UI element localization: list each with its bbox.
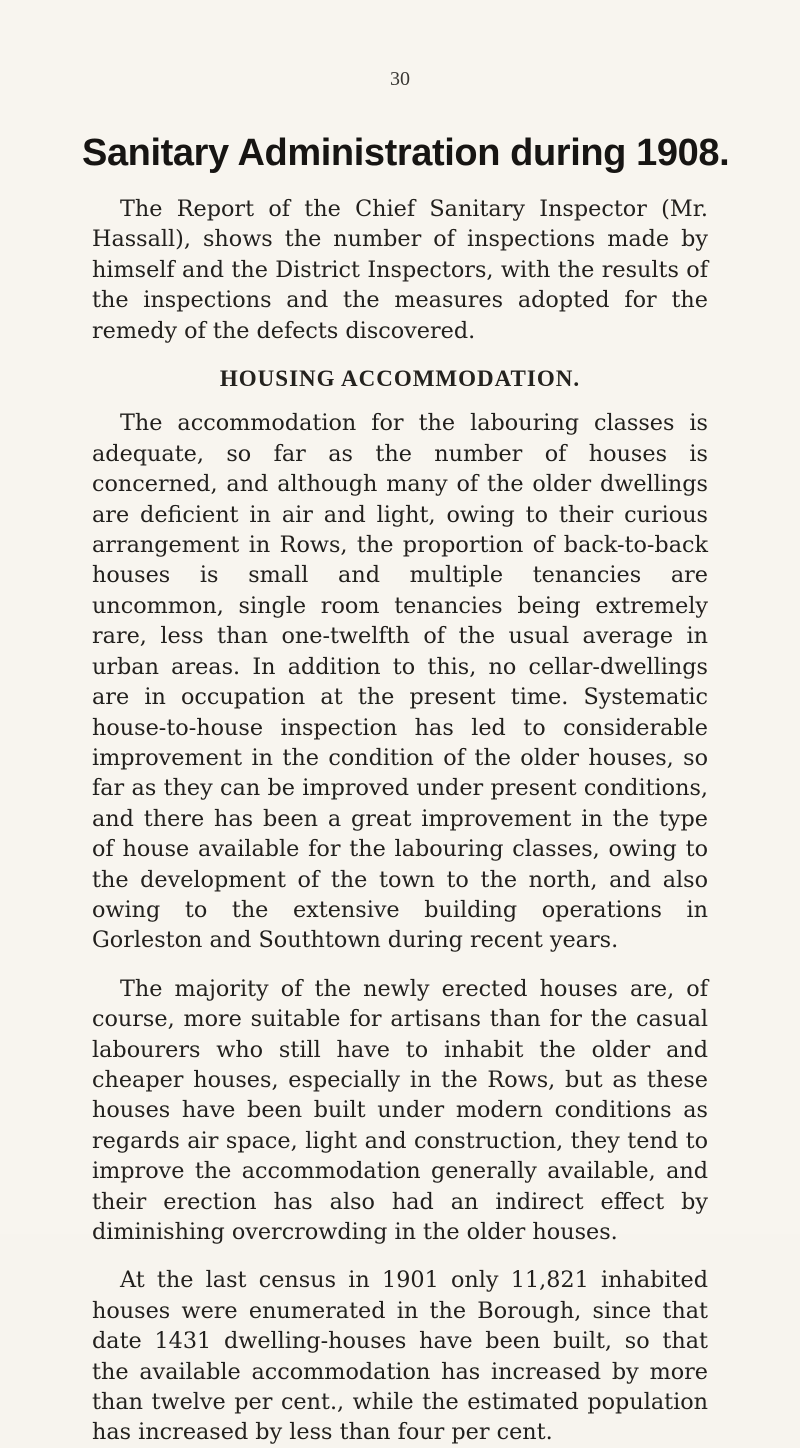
paragraph-newly-erected-houses: The majority of the newly erected houses are, of course, more suitable for artisans than for the casual labourers who still have to inhabit the older and cheaper houses, especially in the Rows, but as these houses have been built under modern conditions as regards air space, light and construction, they tend to improve the accommodation generally available, and their erection has also had an indirect effect by diminishing overcrowding in the older houses. [92, 975, 708, 1245]
paragraph-housing-accommodation: The accommodation for the labouring classes is adequate, so far as the number of houses is concerned, and although many of the older dwellings are deficient in air and light, owing to their curious arrangement in Rows, the proportion of back-to-back houses is small and multiple tenancies are uncommon, single room tenancies being extremely rare, less than one-twelfth of the usual average in urban areas. In addition to this, no cellar-dwellings are in occupation at the present time. Systematic house-to-house inspection has led to considerable improvement in the condition of the older houses, so far as they can be improved under present conditions, and there has been a great improvement in the type of house available for the labouring classes, owing to the development of the town to the north, and also owing to the extensive building operations in Gorleston and Southtown during recent years. [92, 410, 708, 954]
section-heading: HOUSING ACCOMMODATION. [219, 366, 581, 392]
page-title: Sanitary Administration during 1908. [82, 132, 730, 174]
document-body [92, 194, 708, 1448]
paragraph-census: At the last census in 1901 only 11,821 inhabited houses were enumerated in the Borough, since that date 1431 dwelling-houses have been built, so that the available accommodation has increased by more than twelve per cent., while the estimated population has increased by less than four per cent. [92, 1267, 708, 1446]
paragraph-intro: The Report of the Chief Sanitary Inspector (Mr. Hassall), shows the number of inspections made by himself and the District Inspectors, with the results of the inspections and the measures adopted for the remedy of the defects discovered. [92, 196, 708, 344]
page-number: 30 [390, 68, 410, 90]
